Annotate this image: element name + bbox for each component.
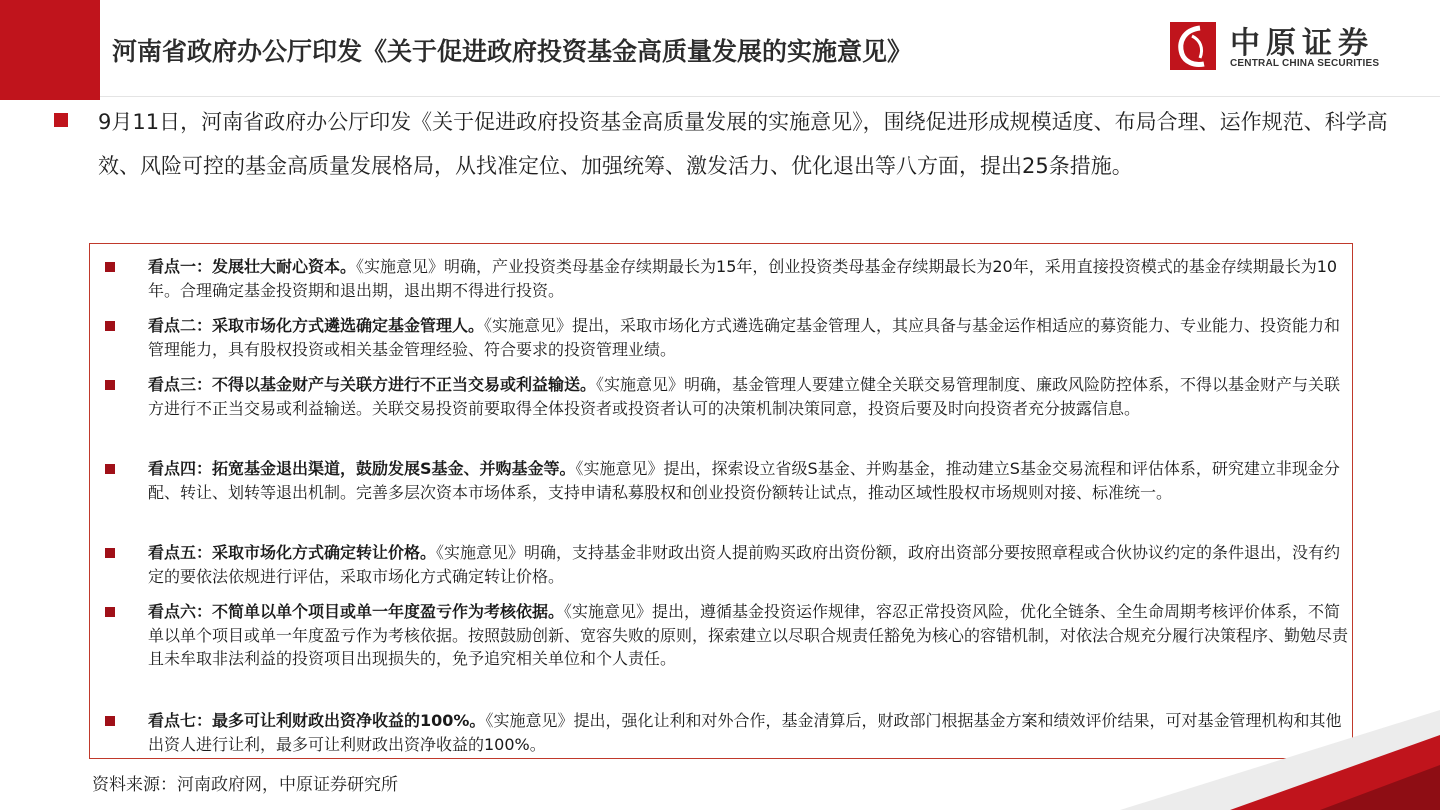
header-accent-block	[0, 0, 100, 100]
corner-decoration	[1120, 680, 1440, 810]
point-bullet-icon	[105, 262, 115, 272]
source-note: 资料来源：河南政府网，中原证券研究所	[92, 775, 398, 795]
intro-bullet-icon	[54, 113, 68, 127]
key-point-body: 《实施意见》提出，强化让利和对外合作，基金清算后，财政部门根据基金方案和绩效评价结果，可对基金管理机构和其他出资人进行让利，最多可让利财政出资净收益的100%。	[148, 711, 1342, 754]
logo-name-en: CENTRAL CHINA SECURITIES	[1230, 58, 1380, 69]
key-point-heading: 看点四：拓宽基金退出渠道，鼓励发展S基金、并购基金等。	[148, 459, 576, 478]
point-bullet-icon	[105, 607, 115, 617]
key-point-body: 《实施意见》提出，遵循基金投资运作规律，容忍正常投资风险，优化全链条、全生命周期考核评价体系，不简单以单个项目或单一年度盈亏作为考核依据。按照鼓励创新、宽容失败的原则，探索建立以尽职合规责任豁免为核心的容错机制，对依法合规充分履行决策程序、勤勉尽责且未牟取非法利益的投资项目出现损失的，免予追究相关单位和个人责任。	[148, 602, 1349, 668]
intro-paragraph: 9月11日，河南省政府办公厅印发《关于促进政府投资基金高质量发展的实施意见》，围绕促进形成规模适度、布局合理、运作规范、科学高效、风险可控的基金高质量发展格局，从找准定位、加强统筹、激发活力、优化退出等八方面，提出25条措施。	[98, 110, 1388, 178]
key-point-1	[148, 255, 1348, 302]
logo-name-cn: 中原证券	[1230, 26, 1374, 61]
point-bullet-icon	[105, 380, 115, 390]
company-logo	[1170, 20, 1420, 76]
point-bullet-icon	[105, 548, 115, 558]
key-point-heading: 看点五：采取市场化方式确定转让价格。	[148, 543, 437, 562]
key-point-body: 《实施意见》明确，基金管理人要建立健全关联交易管理制度、廉政风险防控体系，不得以基金财产与关联方进行不正当交易或利益输送。关联交易投资前要取得全体投资者或投资者认可的决策机制决策同意，投资后要及时向投资者充分披露信息。	[148, 375, 1341, 418]
key-point-2	[148, 314, 1348, 361]
page-title: 河南省政府办公厅印发《关于促进政府投资基金高质量发展的实施意见》	[112, 37, 913, 66]
key-point-heading: 看点一：发展壮大耐心资本。	[148, 257, 357, 276]
key-point-body: 《实施意见》明确，支持基金非财政出资人提前购买政府出资份额，政府出资部分要按照章程或合伙协议约定的条件退出，没有约定的要依法依规进行评估，采取市场化方式确定转让价格。	[148, 543, 1341, 586]
key-point-body: 《实施意见》明确，产业投资类母基金存续期最长为15年，创业投资类母基金存续期最长为20年，采用直接投资模式的基金存续期最长为10年。合理确定基金投资期和退出期，退出期不得进行投资。	[148, 257, 1338, 300]
key-point-heading: 看点三：不得以基金财产与关联方进行不正当交易或利益输送。	[148, 375, 597, 394]
point-bullet-icon	[105, 716, 115, 726]
key-point-body: 《实施意见》提出，探索设立省级S基金、并购基金，推动建立S基金交易流程和评估体系，研究建立非现金分配、转让、划转等退出机制。完善多层次资本市场体系，支持申请私募股权和创业投资份额转让试点，推动区域性股权市场规则对接、标准统一。	[148, 459, 1340, 502]
point-bullet-icon	[105, 464, 115, 474]
key-point-heading: 看点二：采取市场化方式遴选确定基金管理人。	[148, 316, 485, 335]
key-point-heading: 看点七：最多可让利财政出资净收益的100%。	[148, 711, 486, 730]
key-point-body: 《实施意见》提出，采取市场化方式遴选确定基金管理人，其应具备与基金运作相适应的募资能力、专业能力、投资能力和管理能力，具有股权投资或相关基金管理经验、符合要求的投资管理业绩。	[148, 316, 1341, 359]
point-bullet-icon	[105, 321, 115, 331]
key-point-heading: 看点六：不简单以单个项目或单一年度盈亏作为考核依据。	[148, 602, 565, 621]
key-point-5	[148, 541, 1348, 588]
key-point-6	[148, 600, 1348, 671]
key-point-3	[148, 373, 1348, 420]
logo-mark-icon	[1170, 22, 1216, 70]
key-point-4	[148, 457, 1348, 504]
title-divider	[100, 96, 1440, 97]
